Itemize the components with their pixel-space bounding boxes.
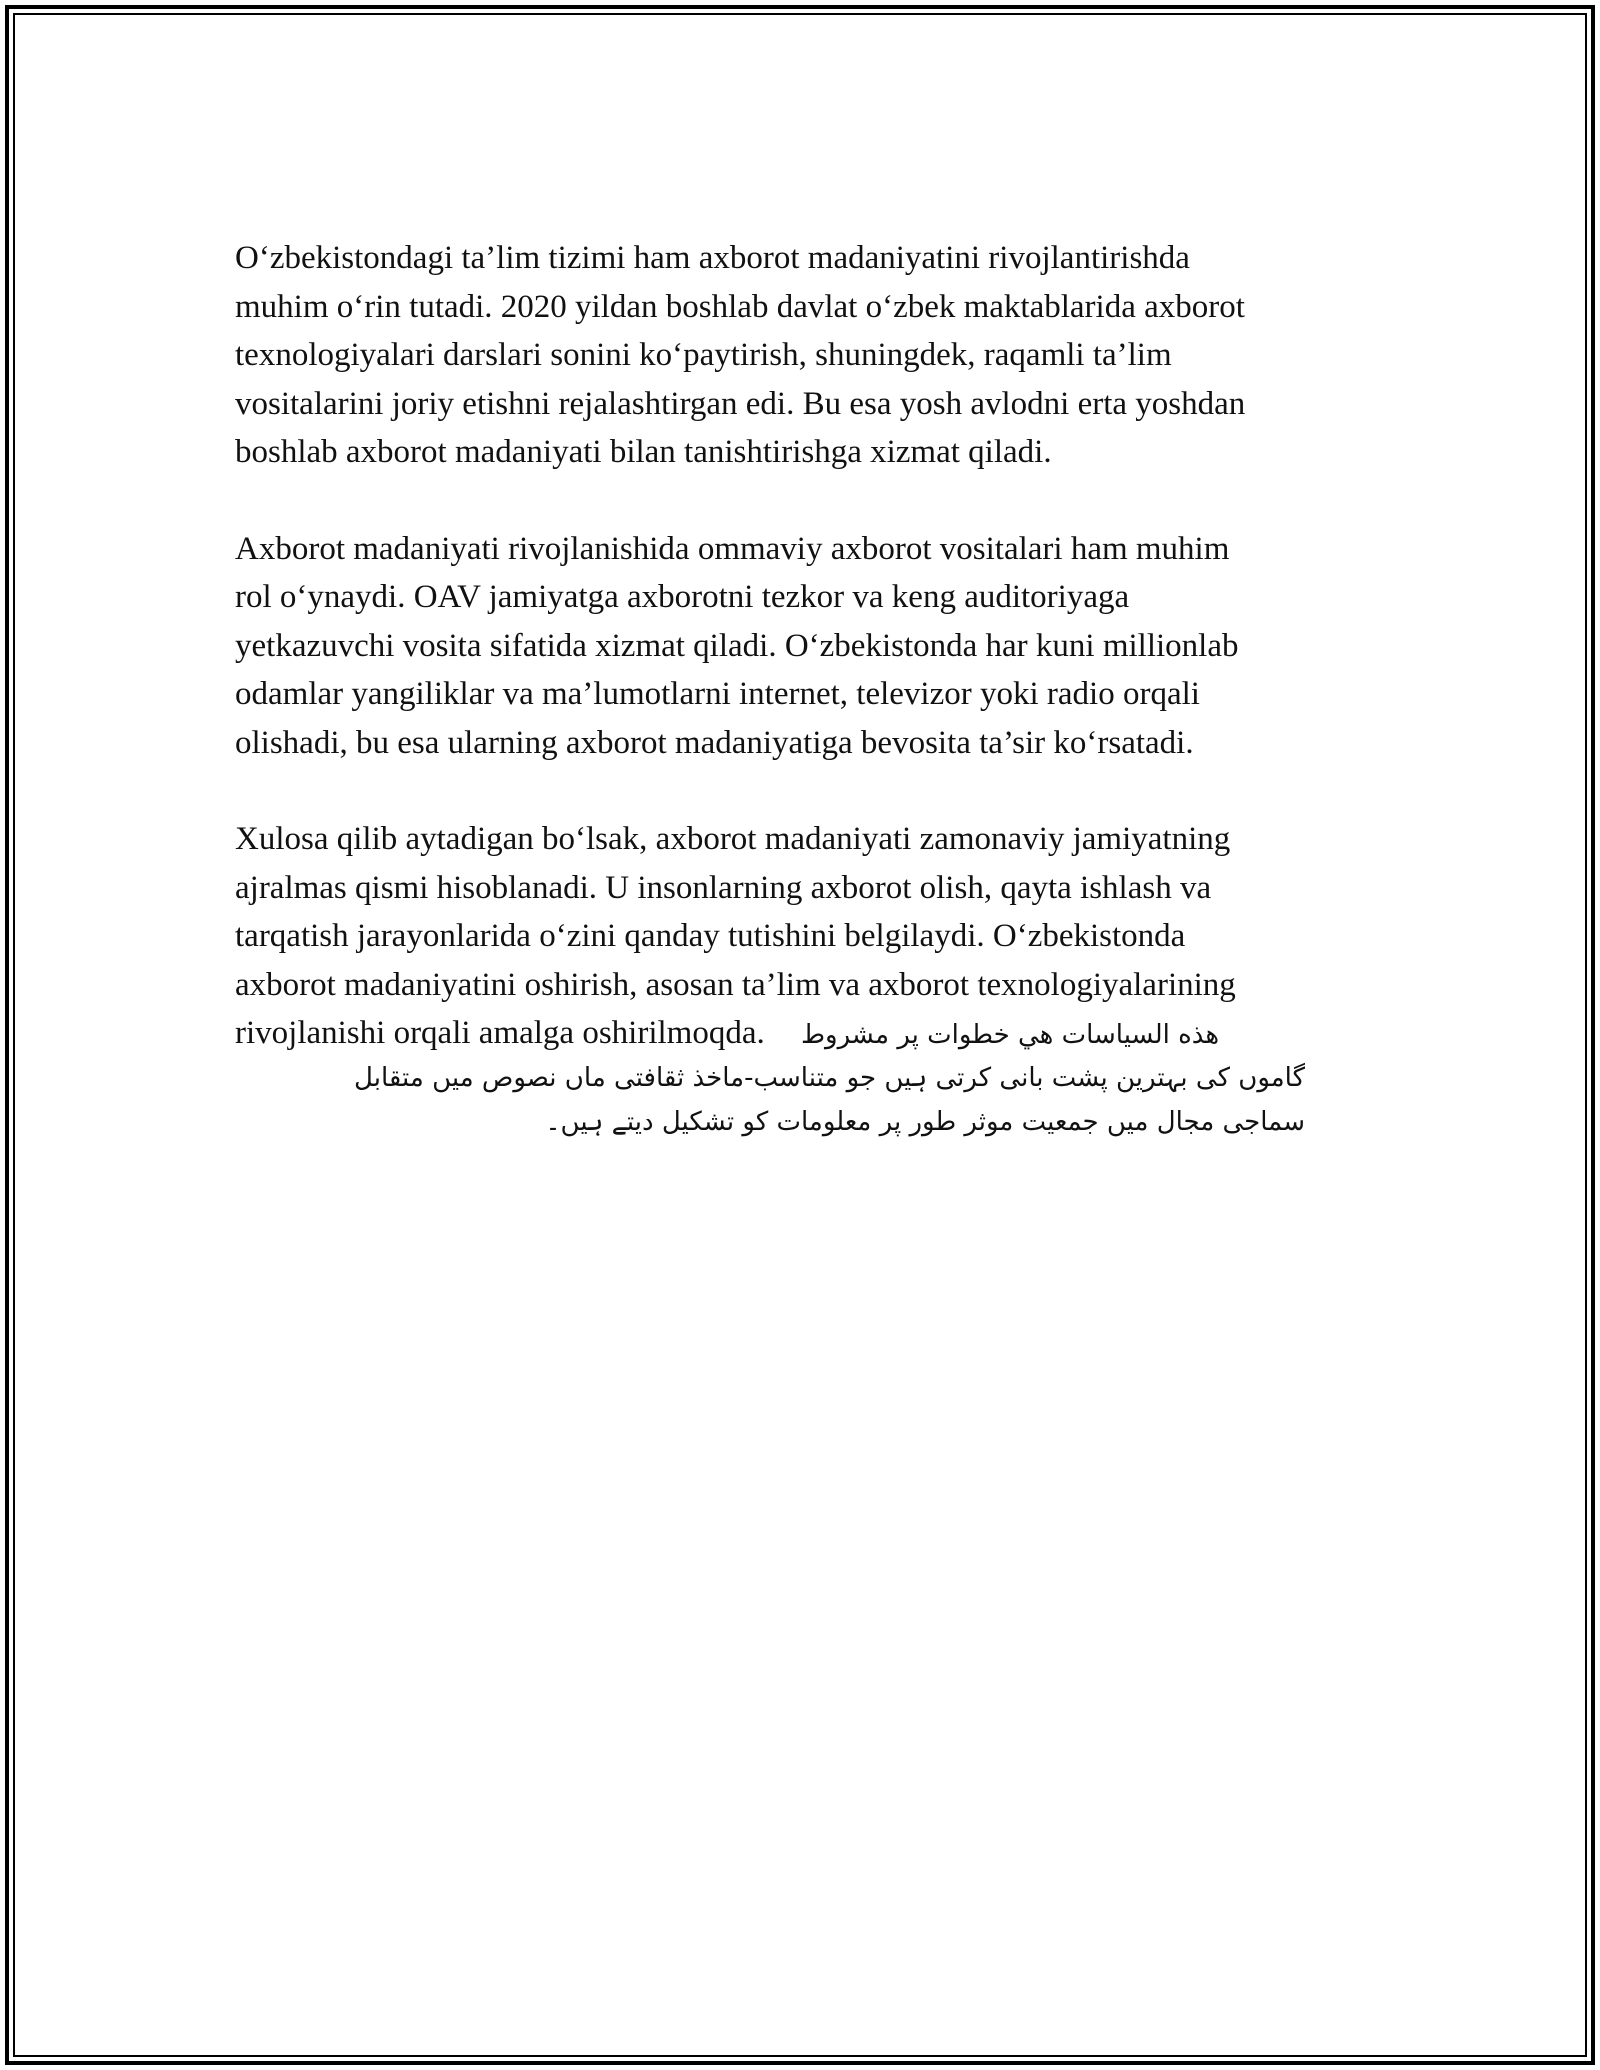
text-line: boshlab axborot madaniyati bilan tanishtirishga xizmat qiladi.: [235, 434, 1052, 470]
text-line: axborot madaniyatini oshirish, asosan ta’lim va axborot texnologiyalarining: [235, 966, 1236, 1003]
text-line: O‘zbekistondagi ta’lim tizimi ham axborot madaniyatini rivojlantirishda: [235, 240, 1190, 276]
text-line: olishadi, bu esa ularning axborot madaniyatiga bevosita ta’sir ko‘rsatadi.: [235, 724, 1194, 761]
text-line-ltr-part: rivojlanishi orqali amalga oshirilmoqda.: [235, 1015, 765, 1051]
text-line: rol o‘ynaydi. OAV jamiyatga axborotni tezkor va keng auditoriyaga: [235, 579, 1130, 615]
text-line: yetkazuvchi vosita sifatida xizmat qiladi. O‘zbekistonda har kuni millionlab: [235, 627, 1239, 664]
paragraph-media: [235, 525, 1365, 768]
text-line: Xulosa qilib aytadigan bo‘lsak, axborot madaniyati zamonaviy jamiyatning: [235, 821, 1231, 857]
paragraph-conclusion: [235, 815, 1365, 1144]
text-line: odamlar yangiliklar va ma’lumotlarni internet, televizor yoki radio orqali: [235, 676, 1200, 712]
rtl-text-line: سماجی مجال میں جمعیت موثر طور پر معلومات کو تشکیل دیتے ہیں۔: [545, 1106, 1305, 1137]
text-line: vositalarini joriy etishni rejalashtirgan edi. Bu esa yosh avlodni erta yoshdan: [235, 385, 1246, 422]
paragraph-education: [235, 234, 1365, 477]
rtl-text-line: هذه السياسات هي خطوات پر مشروط: [800, 1020, 1220, 1050]
text-line: texnologiyalari darslari sonini ko‘paytirish, shuningdek, raqamli ta’lim: [235, 337, 1172, 373]
text-line: ajralmas qismi hisoblanadi. U insonlarning axborot olish, qayta ishlash va: [235, 869, 1212, 906]
rtl-text-block: [235, 1056, 1305, 1144]
text-line: tarqatish jarayonlarida o‘zini qanday tutishini belgilaydi. O‘zbekistonda: [235, 918, 1186, 954]
text-line-mixed: [235, 1009, 1365, 1060]
text-line: Axborot madaniyati rivojlanishida ommaviy axborot vositalari ham muhim: [235, 530, 1230, 567]
document-body: [235, 234, 1365, 1144]
rtl-text-line: گاموں کی بہترین پشت بانی کرتی ہیں جو متناسب-ماخذ ثقافتی ماں نصوص میں متقابل: [354, 1062, 1305, 1093]
text-line: muhim o‘rin tutadi. 2020 yildan boshlab davlat o‘zbek maktablarida axborot: [235, 288, 1245, 325]
